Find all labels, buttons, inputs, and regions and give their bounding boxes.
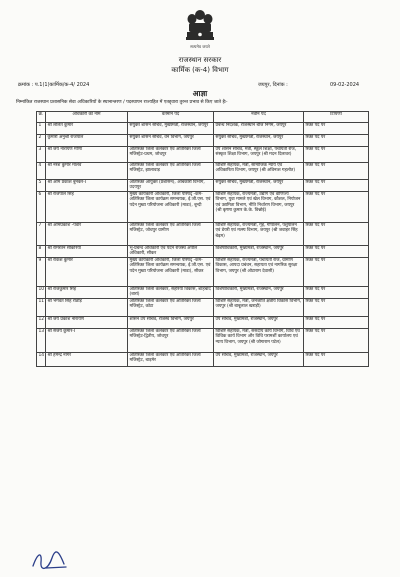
table-row — [37, 299, 369, 317]
cell-serial: 3 — [37, 147, 46, 163]
table-header-row — [37, 112, 369, 123]
cell-officer-name: श्री नरेश कुमार मालव — [46, 163, 128, 180]
transfer-table — [36, 111, 369, 367]
cell-new-post: विशिष्ट सहायक, मंत्री, सामाजिक न्याय एवं अधिकारिता विभाग, जयपुर (श्री अविनाश गहलोत) — [214, 163, 304, 180]
cell-current-post: भू-प्रबन्ध अधिकारी एवं पदेन राजस्व अपील अधिकारी, सीकर — [128, 246, 214, 258]
cell-new-post: विशिष्ट सहायक, राज्यमंत्री, गृह, गौपालन, पशुपालन एवं डेयरी एवं मत्स्य विभाग, जयपुर (श्री जवाहर सिंह बेढ़म) — [214, 223, 304, 246]
handwritten-signature — [30, 548, 70, 572]
svg-text:सत्यमेव जयते: सत्यमेव जयते — [190, 44, 210, 49]
cell-current-post: अतिरिक्त जिला कलक्टर एवं अतिरिक्त जिला मजिस्ट्रेट, झालावाड़ — [128, 163, 214, 180]
cell-new-post: विशिष्ट सहायक, मंत्री, संसदीय कार्य विभाग, विधि एवं विधिक कार्य विभाग और विधि परामर्शी कार्यालय एवं न्याय विभाग, जयपुर (श्री जोगाराम पटेल) — [214, 329, 304, 353]
cell-new-post: संयुक्त सचिव, मुख्यमंत्री, राजस्थान, जयपुर — [214, 180, 304, 192]
cell-serial: 5 — [37, 180, 46, 192]
table-row — [37, 147, 369, 163]
place-date-label: जयपुर, दिनांक : — [258, 82, 288, 88]
order-date: 09-02-2024 — [330, 82, 360, 88]
cell-new-post: विशेषाधिकारी, मुख्यमंत्री, राजस्थान, जयपुर — [214, 246, 304, 258]
cell-remark: रिक्त पद पर — [304, 299, 369, 317]
cell-serial: 12 — [37, 317, 46, 329]
cell-officer-name: श्री ओम प्रकाश बुनकर-I — [46, 180, 128, 192]
cell-serial: 4 — [37, 163, 46, 180]
cell-new-post: उप शासन सचिव, मंत्री, स्कूल शिक्षा, पंचायती राज, संस्कृत शिक्षा विभाग, जयपुर (श्री मदन दिलावर) — [214, 147, 304, 163]
cell-officer-name: श्री राजकुमार सिंह — [46, 287, 128, 299]
table-row — [37, 353, 369, 367]
table-row — [37, 287, 369, 299]
header-current-post: वर्तमान पद — [128, 112, 214, 123]
cell-serial: 13 — [37, 329, 46, 353]
table-row — [37, 192, 369, 223]
cell-serial: 9 — [37, 258, 46, 287]
cell-current-post: मुख्य कार्यकारी अधिकारी, जिला परिषद् -कम- अतिरिक्त जिला कार्यक्रम समन्वयक, ई.जी.एस. एवं पदेन मुख्य परियोजना अधिकारी (माडा), बून्दी — [128, 192, 214, 223]
cell-current-post: अतिरिक्त जिला कलक्टर एवं अतिरिक्त जिला मजिस्ट्रेट, कोटा — [128, 299, 214, 317]
cell-remark: रिक्त पद पर — [304, 329, 369, 353]
cell-officer-name: श्री राजपाल सिंह — [46, 192, 128, 223]
order-number: क्रमांक : प.1(1)कार्मिक/क-4/ 2024 — [18, 82, 90, 88]
header-officer-name: अधिकारी का नाम — [46, 112, 128, 123]
cell-current-post: अतिरिक्त जिला कलक्टर एवं अतिरिक्त जिला मजिस्ट्रेट, जोधपुर ग्रामीण — [128, 223, 214, 246]
table-row — [37, 329, 369, 353]
cell-remark: रिक्त पद पर — [304, 317, 369, 329]
cell-current-post: अतिरिक्त जिला कलक्टर एवं अतिरिक्त जिला मजिस्ट्रेट-द्वितीय, जोधपुर — [128, 329, 214, 353]
table-row — [37, 246, 369, 258]
cell-serial: 10 — [37, 287, 46, 299]
cell-current-post: अतिरिक्त जिला कलक्टर एवं अतिरिक्त जिला मजिस्ट्रेट-प्रथम, जोधपुर — [128, 147, 214, 163]
table-row — [37, 223, 369, 246]
cell-serial: 7 — [37, 223, 46, 246]
cell-new-post: विशिष्ट सहायक, राज्यमंत्री, पंचायती राज, ग्रामीण विकास, आपदा प्रबंधन, सहायता एवं नागरिक सुरक्षा विभाग, जयपुर (श्री ओटाराम देवासी) — [214, 258, 304, 287]
table-row — [37, 258, 369, 287]
cell-remark: रिक्त पद पर — [304, 287, 369, 299]
cell-current-post: संयुक्त शासन सचिव, मुख्यमंत्री, राजस्थान, जयपुर — [128, 123, 214, 135]
cell-new-post: विशिष्ट सहायक, मंत्री, जनजाति क्षेत्रीय विकास विभाग, जयपुर (श्री बाबूलाल खराड़ी) — [214, 299, 304, 317]
cell-officer-name: श्री राकेश कुमार — [46, 258, 128, 287]
cell-current-post: संयुक्त शासन सचिव, वन विभाग, जयपुर — [128, 135, 214, 147]
intro-text: निम्नांकित राजस्थान प्रशासनिक सेवा अधिकारियों के स्थानान्तरण / पदस्थापन राज्यहित में एतद्द्वारा तुरन्त प्रभाव से किए जाते हैः- — [16, 100, 228, 105]
cell-new-post: उप सचिव, मुख्यमंत्री, राजस्थान, जयपुर — [214, 353, 304, 367]
cell-serial: 1 — [37, 123, 46, 135]
national-emblem-icon — [183, 6, 217, 52]
cell-remark: रिक्त पद पर — [304, 180, 369, 192]
cell-new-post: प्रबन्ध निदेशक, राजस्थान बीज निगम, जयपुर — [214, 123, 304, 135]
cell-officer-name: श्री ओमप्रकाश -पंवार — [46, 223, 128, 246]
cell-remark: रिक्त पद पर — [304, 192, 369, 223]
cell-remark: रिक्त पद पर — [304, 258, 369, 287]
cell-officer-name: श्री भगवत सिंह राठौड़ — [46, 299, 128, 317]
cell-new-post: विशिष्ट सहायक, राज्यमंत्री, उद्योग एवं वाणिज्य विभाग, युवा मामले एवं खेल विभाग, कौशल, नियोजन एवं उद्यमिता विभाग, नीति निर्धारण विभाग, जयपुर (श्री कृष्णा कुमार के.के. विश्नोई) — [214, 192, 304, 223]
table-row — [37, 317, 369, 329]
department-name: कार्मिक (क-4) विभाग — [171, 66, 229, 74]
cell-remark: रिक्त पद पर — [304, 123, 369, 135]
cell-new-post: संयुक्त सचिव, मुख्यमंत्री, राजस्थान, जयपुर — [214, 135, 304, 147]
table-row — [37, 135, 369, 147]
cell-officer-name: कुमारी अनुश्री राजपाल — [46, 135, 128, 147]
cell-remark: रिक्त पद पर — [304, 223, 369, 246]
cell-serial: 14 — [37, 353, 46, 367]
cell-remark: रिक्त पद पर — [304, 246, 369, 258]
government-name: राजस्थान सरकार — [178, 56, 222, 64]
cell-current-post: मुख्य कार्यकारी अधिकारी, जिला परिषद् -कम- अतिरिक्त जिला कार्यक्रम समन्वयक, ई.जी.एस. एवं पदेन मुख्य परियोजना अधिकारी (माडा), सीकर — [128, 258, 214, 287]
cell-current-post: अतिरिक्त आयुक्त (प्रशासन), आबकारी विभाग, उदयपुर — [128, 180, 214, 192]
cell-serial: 11 — [37, 299, 46, 317]
cell-current-post: शासन उप सचिव, राजस्व विभाग, जयपुर — [128, 317, 214, 329]
cell-remark: रिक्त पद पर — [304, 135, 369, 147]
cell-serial: 6 — [37, 192, 46, 223]
cell-serial: 2 — [37, 135, 46, 147]
cell-current-post: अतिरिक्त जिला कलक्टर, सहरिया विकास, शाहबाद (बारां) — [128, 287, 214, 299]
table-row — [37, 163, 369, 180]
cell-remark: रिक्त पद पर — [304, 163, 369, 180]
header-serial: क्र. — [37, 112, 46, 123]
cell-current-post: अतिरिक्त जिला कलक्टर एवं अतिरिक्त जिला मजिस्ट्रेट, बाड़मेर — [128, 353, 214, 367]
cell-officer-name: श्री संजय कुमार-I — [46, 329, 128, 353]
cell-officer-name: श्री हेमेन्द्र नागर — [46, 353, 128, 367]
table-row — [37, 180, 369, 192]
cell-new-post: उप सचिव, मुख्यमंत्री, राजस्थान, जयपुर — [214, 317, 304, 329]
cell-officer-name: श्री जय प्रकाश नारायण — [46, 317, 128, 329]
header-remark: टिप्पणी — [304, 112, 369, 123]
cell-officer-name: श्री रामरतन सौंकरिया — [46, 246, 128, 258]
cell-officer-name: श्री ललित कुमार — [46, 123, 128, 135]
order-title: आज्ञा — [192, 89, 208, 98]
table-row — [37, 123, 369, 135]
header-new-post: नवीन पद — [214, 112, 304, 123]
cell-serial: 8 — [37, 246, 46, 258]
cell-officer-name: श्री जय नारायण मीणा — [46, 147, 128, 163]
cell-new-post: विशेषाधिकारी, मुख्यमंत्री, राजस्थान, जयपुर — [214, 287, 304, 299]
cell-remark: रिक्त पद पर — [304, 147, 369, 163]
cell-remark: रिक्त पद पर — [304, 353, 369, 367]
